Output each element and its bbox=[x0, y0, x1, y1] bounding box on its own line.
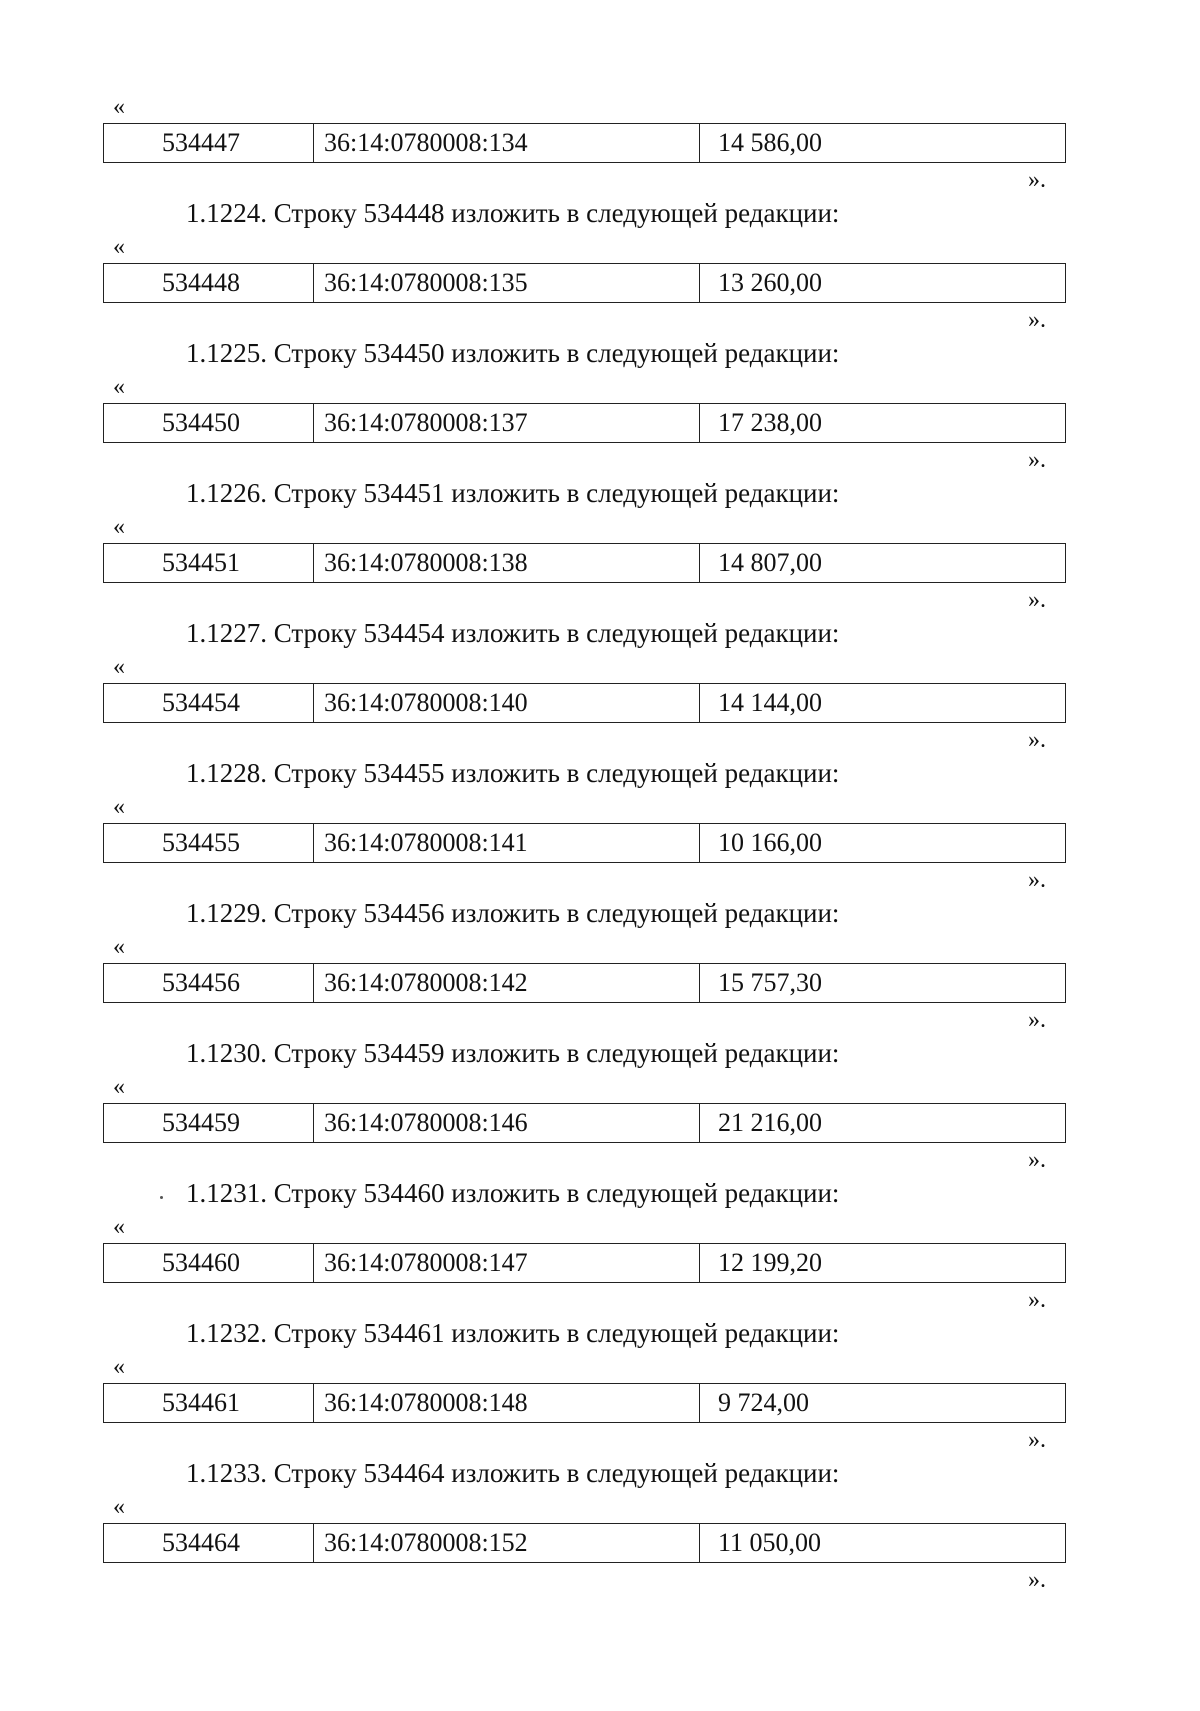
closing-quote: ». bbox=[1028, 1147, 1046, 1173]
closing-quote: ». bbox=[1028, 1287, 1046, 1313]
amendment-block bbox=[0, 514, 1200, 683]
opening-quote: « bbox=[113, 374, 125, 400]
value-cell: 9 724,00 bbox=[718, 1388, 809, 1417]
amendment-heading: 1.1224. Строку 534448 изложить в следующей редакции: bbox=[186, 198, 840, 228]
opening-quote: « bbox=[113, 514, 125, 540]
row-number-cell: 534456 bbox=[104, 964, 314, 1002]
opening-quote: « bbox=[113, 1354, 125, 1380]
amendment-heading: 1.1225. Строку 534450 изложить в следующей редакции: bbox=[186, 338, 840, 368]
value-cell: 10 166,00 bbox=[718, 828, 822, 857]
opening-quote: « bbox=[113, 1214, 125, 1240]
table-row bbox=[103, 683, 1066, 723]
amendment-block bbox=[0, 654, 1200, 823]
cadastral-number-cell: 36:14:0780008:147 bbox=[314, 1244, 700, 1282]
row-number-cell: 534459 bbox=[104, 1104, 314, 1142]
amendment-block bbox=[0, 94, 1200, 263]
amendment-heading: 1.1227. Строку 534454 изложить в следующей редакции: bbox=[186, 618, 840, 648]
table-row bbox=[103, 823, 1066, 863]
amendment-block bbox=[0, 1214, 1200, 1383]
row-number-cell: 534451 bbox=[104, 544, 314, 582]
cadastral-number-cell: 36:14:0780008:140 bbox=[314, 684, 700, 722]
cadastral-number-cell: 36:14:0780008:148 bbox=[314, 1384, 700, 1422]
amendment-block bbox=[0, 1494, 1200, 1663]
cadastral-number-cell: 36:14:0780008:152 bbox=[314, 1524, 700, 1562]
row-number-cell: 534448 bbox=[104, 264, 314, 302]
value-cell: 13 260,00 bbox=[718, 268, 822, 297]
amendment-block bbox=[0, 794, 1200, 963]
table-row bbox=[103, 1243, 1066, 1283]
amendment-heading: 1.1229. Строку 534456 изложить в следующей редакции: bbox=[186, 898, 840, 928]
table-row bbox=[103, 123, 1066, 163]
value-cell: 11 050,00 bbox=[718, 1528, 822, 1557]
amendment-heading: 1.1232. Строку 534461 изложить в следующей редакции: bbox=[186, 1318, 840, 1348]
closing-quote: ». bbox=[1028, 447, 1046, 473]
closing-quote: ». bbox=[1028, 587, 1046, 613]
row-number-cell: 534455 bbox=[104, 824, 314, 862]
table-row bbox=[103, 543, 1066, 583]
value-cell: 21 216,00 bbox=[718, 1108, 822, 1137]
amendment-block bbox=[0, 234, 1200, 403]
closing-quote: ». bbox=[1028, 1007, 1046, 1033]
amendment-block bbox=[0, 1354, 1200, 1523]
opening-quote: « bbox=[113, 94, 125, 120]
value-cell: 17 238,00 bbox=[718, 408, 822, 437]
amendment-block bbox=[0, 374, 1200, 543]
closing-quote: ». bbox=[1028, 307, 1046, 333]
scan-speck bbox=[160, 1196, 163, 1199]
table-row bbox=[103, 1103, 1066, 1143]
row-number-cell: 534447 bbox=[104, 124, 314, 162]
table-row bbox=[103, 1383, 1066, 1423]
cadastral-number-cell: 36:14:0780008:138 bbox=[314, 544, 700, 582]
row-number-cell: 534464 bbox=[104, 1524, 314, 1562]
table-row bbox=[103, 1523, 1066, 1563]
amendment-heading: 1.1233. Строку 534464 изложить в следующей редакции: bbox=[186, 1458, 840, 1488]
value-cell: 15 757,30 bbox=[718, 968, 822, 997]
opening-quote: « bbox=[113, 794, 125, 820]
opening-quote: « bbox=[113, 654, 125, 680]
opening-quote: « bbox=[113, 934, 125, 960]
cadastral-number-cell: 36:14:0780008:142 bbox=[314, 964, 700, 1002]
opening-quote: « bbox=[113, 234, 125, 260]
cadastral-number-cell: 36:14:0780008:141 bbox=[314, 824, 700, 862]
cadastral-number-cell: 36:14:0780008:134 bbox=[314, 124, 700, 162]
table-row bbox=[103, 963, 1066, 1003]
opening-quote: « bbox=[113, 1494, 125, 1520]
value-cell: 14 807,00 bbox=[718, 548, 822, 577]
value-cell: 14 586,00 bbox=[718, 128, 822, 157]
amendment-heading: 1.1228. Строку 534455 изложить в следующей редакции: bbox=[186, 758, 840, 788]
row-number-cell: 534454 bbox=[104, 684, 314, 722]
row-number-cell: 534461 bbox=[104, 1384, 314, 1422]
closing-quote: ». bbox=[1028, 167, 1046, 193]
cadastral-number-cell: 36:14:0780008:137 bbox=[314, 404, 700, 442]
row-number-cell: 534460 bbox=[104, 1244, 314, 1282]
closing-quote: ». bbox=[1028, 727, 1046, 753]
opening-quote: « bbox=[113, 1074, 125, 1100]
closing-quote: ». bbox=[1028, 1567, 1046, 1593]
row-number-cell: 534450 bbox=[104, 404, 314, 442]
amendment-heading: 1.1226. Строку 534451 изложить в следующей редакции: bbox=[186, 478, 840, 508]
amendment-block bbox=[0, 934, 1200, 1103]
cadastral-number-cell: 36:14:0780008:135 bbox=[314, 264, 700, 302]
cadastral-number-cell: 36:14:0780008:146 bbox=[314, 1104, 700, 1142]
closing-quote: ». bbox=[1028, 867, 1046, 893]
amendment-heading: 1.1231. Строку 534460 изложить в следующей редакции: bbox=[186, 1178, 840, 1208]
amendment-block bbox=[0, 1074, 1200, 1243]
value-cell: 14 144,00 bbox=[718, 688, 822, 717]
table-row bbox=[103, 263, 1066, 303]
table-row bbox=[103, 403, 1066, 443]
amendment-heading: 1.1230. Строку 534459 изложить в следующей редакции: bbox=[186, 1038, 840, 1068]
value-cell: 12 199,20 bbox=[718, 1248, 822, 1277]
closing-quote: ». bbox=[1028, 1427, 1046, 1453]
